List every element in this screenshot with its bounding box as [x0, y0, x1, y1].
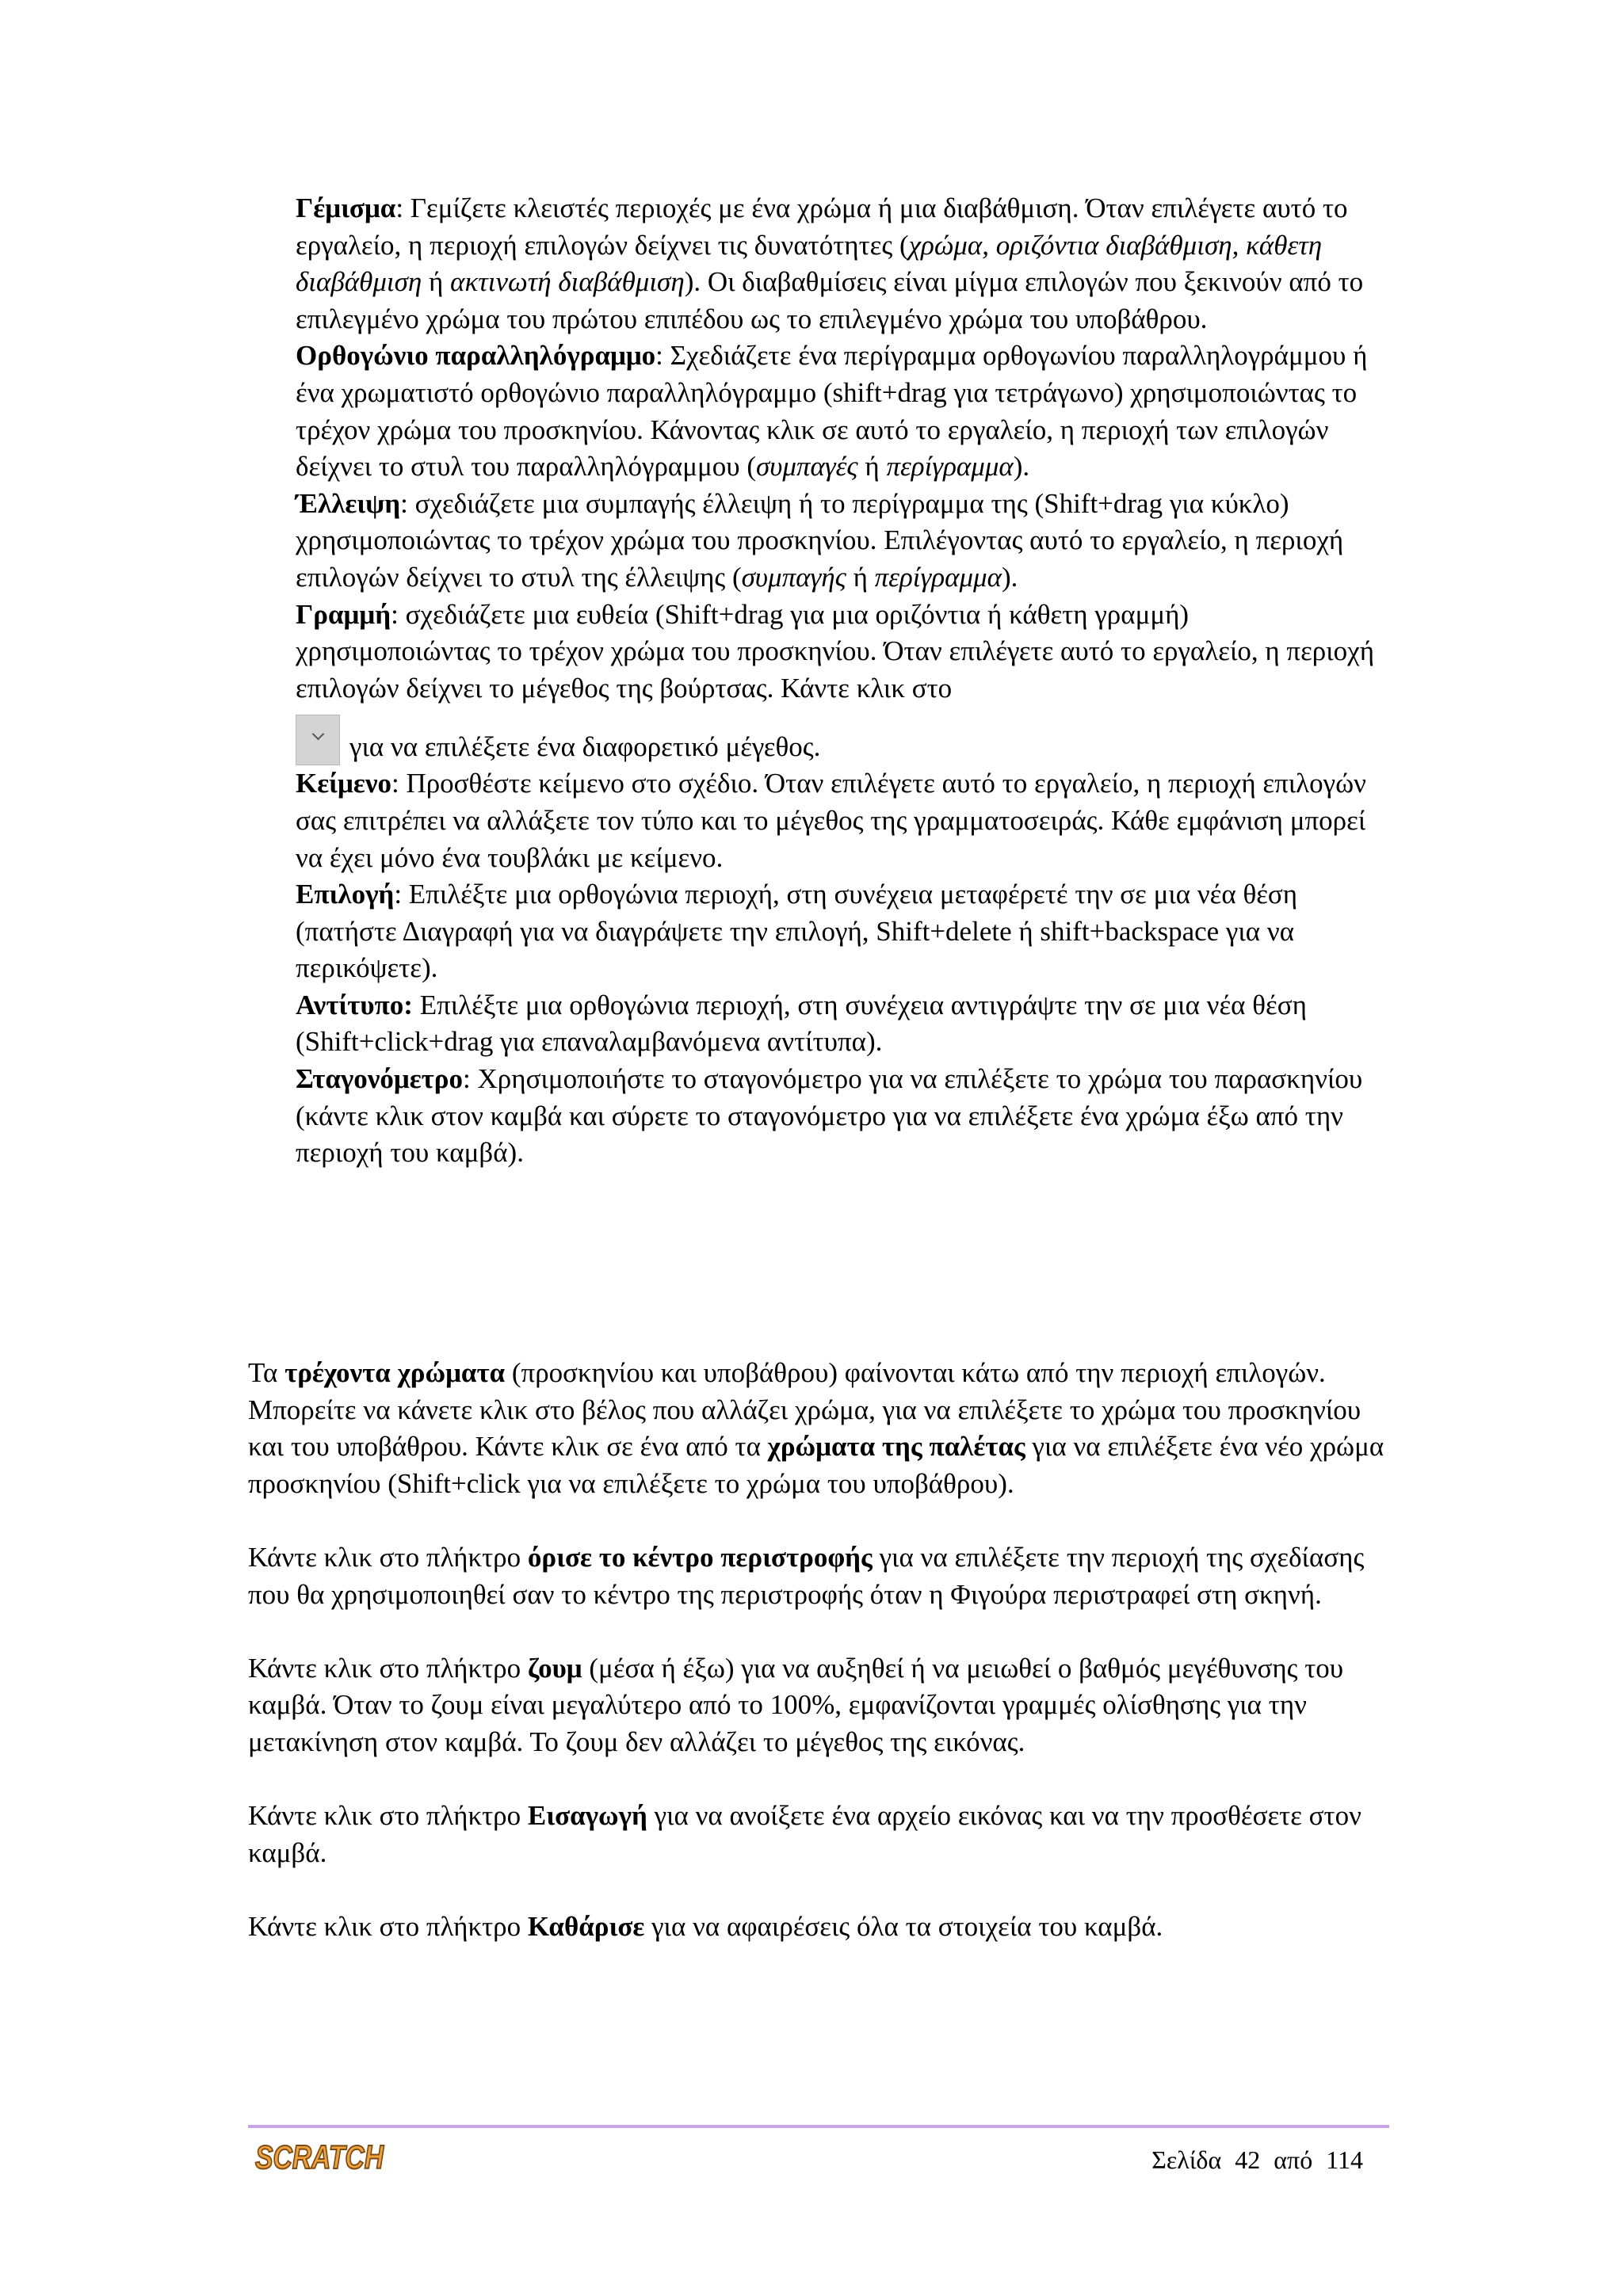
paragraph-text: για να επιλέξετε ένα νέο χρώμα προσκηνίου (Shift+click για να επιλέξετε το χρώμα του υποβάθρου).: [248, 1431, 1384, 1499]
paragraph-text: Κάντε κλικ στο πλήκτρο: [248, 1541, 528, 1573]
paragraph-text: Κάντε κλικ στο πλήκτρο: [248, 1800, 528, 1832]
tool-description: : σχεδιάζετε μια συμπαγής έλλειψη ή το περίγραμμα της (Shift+drag για κύκλο) χρησιμοποιώντας το τρέχον χρώμα του προσκηνίου. Επιλέγοντας αυτό το εργαλείο, η περιοχή επιλογών δείχνει το στυλ της έλλειψης (: [296, 487, 1344, 593]
paint-tools-list: [296, 190, 1389, 1172]
paragraph-text: (μέσα ή έξω) για να αυξηθεί ή να μειωθεί ο βαθμός μεγέθυνσης του καμβά. Όταν το ζουμ είναι μεγαλύτερο από το 100%, εμφανίζονται γραμμές ολίσθησης για την μετακίνηση στον καμβά. Το ζουμ δεν αλλάζει το μέγεθος της εικόνας.: [248, 1652, 1344, 1757]
tool-name-eyedropper: Σταγονόμετρο: [296, 1063, 464, 1095]
tool-description: ή: [422, 266, 451, 298]
paragraph-text: για να επιλέξετε την περιοχή της σχεδίασης που θα χρησιμοποιηθεί σαν το κέντρο της περιστροφής όταν η Φιγούρα περιστραφεί στη σκηνή.: [248, 1541, 1365, 1610]
paragraph-zoom: [248, 1650, 1389, 1761]
tool-name-select: Επιλογή: [296, 879, 395, 910]
paragraph-current-colors: [248, 1355, 1389, 1502]
page-current: 42: [1235, 2145, 1261, 2174]
tool-description: ή: [846, 561, 875, 593]
tool-item-text: [296, 765, 1389, 876]
paragraph-clear: [248, 1909, 1389, 1946]
paragraph-rotation-center: [248, 1539, 1389, 1613]
tool-item-fill: [296, 190, 1389, 338]
tool-description: : Προσθέστε κείμενο στο σχέδιο. Όταν επιλέγετε αυτό το εργαλείο, η περιοχή επιλογών σας επιτρέπει να αλλάξετε τον τύπο και το μέγεθος της γραμματοσειράς. Κάθε εμφάνιση μπορεί να έχει μόνο ένα τουβλάκι με κείμενο.: [296, 768, 1366, 873]
tool-description: ή: [857, 451, 887, 482]
paragraph-keyword: Εισαγωγή: [527, 1800, 647, 1832]
scratch-logo: [252, 2134, 387, 2178]
tool-description: ).: [1001, 561, 1018, 593]
tool-name-line: Γραμμή: [296, 598, 391, 630]
paragraph-keyword: όρισε το κέντρο περιστροφής: [527, 1541, 873, 1573]
tool-item-ellipse: [296, 486, 1389, 597]
paragraph-text: Κάντε κλικ στο πλήκτρο: [248, 1910, 528, 1942]
tool-item-line: [296, 597, 1389, 707]
paragraph-text: για να αφαιρέσεις όλα τα στοιχεία του καμβά.: [644, 1910, 1163, 1942]
paragraph-import: [248, 1798, 1389, 1871]
tool-name-stamp: Αντίτυπο:: [296, 989, 413, 1020]
tool-item-stamp: [296, 987, 1389, 1061]
tool-option: ακτινωτή διαβάθμιση: [450, 266, 685, 298]
brush-size-line: [296, 715, 1389, 765]
tool-name-ellipse: Έλλειψη: [296, 487, 401, 519]
tool-description: ).: [1013, 451, 1030, 482]
scratch-logo-text: SCRATCH: [255, 2138, 385, 2176]
body-paragraphs: [248, 1355, 1389, 1982]
tool-description: : Επιλέξτε μια ορθογώνια περιοχή, στη συνέχεια μεταφέρετέ την σε μια νέα θέση (πατήστε Διαγραφή για να διαγράψετε την επιλογή, Shift+delete ή shift+backspace για να περικόψετε).: [296, 879, 1298, 984]
footer-rule: [248, 2125, 1389, 2128]
page-total: 114: [1326, 2145, 1363, 2174]
tool-option: περίγραμμα: [886, 451, 1014, 482]
tool-description: : σχεδιάζετε μια ευθεία (Shift+drag για μια οριζόντια ή κάθετη γραμμή) χρησιμοποιώντας το τρέχον χρώμα του προσκηνίου. Όταν επιλέγετε αυτό το εργαλείο, η περιοχή επιλογών δείχνει το μέγεθος της βούρτσας. Κάντε κλικ στο: [296, 598, 1375, 704]
chevron-down-icon: [312, 728, 325, 741]
page-of-label: από: [1274, 2145, 1313, 2174]
page-number: [1151, 2144, 1363, 2176]
paragraph-text: (προσκηνίου και υποβάθρου) φαίνονται κάτω από την περιοχή επιλογών. Μπορείτε να κάνετε κλικ στο βέλος που αλλάζει χρώμα, για να επιλέξετε το χρώμα του προσκηνίου και του υποβάθρου. Κάντε κλικ σε ένα από τα: [248, 1357, 1361, 1463]
tool-option: χρώμα, οριζόντια διαβάθμιση, κάθετη διαβάθμιση: [296, 229, 1323, 298]
tool-item-rectangle: [296, 338, 1389, 485]
paragraph-keyword: τρέχοντα χρώματα: [285, 1357, 506, 1388]
paragraph-text: Τα: [248, 1357, 285, 1388]
tool-description: ). Οι διαβαθμίσεις είναι μίγμα επιλογών που ξεκινούν από το επιλεγμένο χρώμα του πρώτου επιπέδου ως το επιλεγμένο χρώμα του υποβάθρου.: [296, 266, 1364, 334]
tool-option: συμπαγής: [741, 561, 846, 593]
paragraph-keyword: ζουμ: [527, 1652, 582, 1684]
tool-name-rectangle: Ορθογώνιο παραλληλόγραμμο: [296, 340, 656, 372]
tool-name-text: Κείμενο: [296, 768, 391, 799]
paragraph-keyword: χρώματα της παλέτας: [767, 1431, 1025, 1463]
tool-item-eyedropper: [296, 1061, 1389, 1172]
paragraph-text: για να ανοίξετε ένα αρχείο εικόνας και να την προσθέσετε στον καμβά.: [248, 1800, 1361, 1868]
tool-item-select: [296, 876, 1389, 987]
paragraph-text: Κάντε κλικ στο πλήκτρο: [248, 1652, 528, 1684]
tool-description: : Σχεδιάζετε ένα περίγραμμα ορθογωνίου παραλληλογράμμου ή ένα χρωματιστό ορθογώνιο παραλληλόγραμμο (shift+drag για τετράγωνο) χρησιμοποιώντας το τρέχον χρώμα του προσκηνίου. Κάνοντας κλικ σε αυτό το εργαλείο, η περιοχή των επιλογών δείχνει το στυλ του παραλληλόγραμμου (: [296, 340, 1368, 482]
tool-option: συμπαγές: [756, 451, 858, 482]
tool-name-fill: Γέμισμα: [296, 193, 396, 223]
tool-option: περίγραμμα: [874, 561, 1002, 593]
tool-description: για να επιλέξετε ένα διαφορετικό μέγεθος.: [349, 730, 821, 762]
brush-size-dropdown-button[interactable]: [296, 715, 340, 765]
tool-description: : Γεμίζετε κλειστές περιοχές με ένα χρώμα ή μια διαβάθμιση. Όταν επιλέγετε αυτό το εργαλείο, η περιοχή επιλογών δείχνει τις δυνατότητες (: [296, 193, 1348, 261]
paragraph-keyword: Καθάρισε: [527, 1910, 645, 1942]
page-label: Σελίδα: [1151, 2145, 1222, 2174]
tool-description: Επιλέξτε μια ορθογώνια περιοχή, στη συνέχεια αντιγράψτε την σε μια νέα θέση (Shift+click+drag για επαναλαμβανόμενα αντίτυπα).: [296, 989, 1307, 1058]
tool-description: : Χρησιμοποιήστε το σταγονόμετρο για να επιλέξετε το χρώμα του παρασκηνίου (κάντε κλικ στον καμβά και σύρετε το σταγονόμετρο για να επιλέξετε ένα χρώμα έξω από την περιοχή του καμβά).: [296, 1063, 1363, 1169]
